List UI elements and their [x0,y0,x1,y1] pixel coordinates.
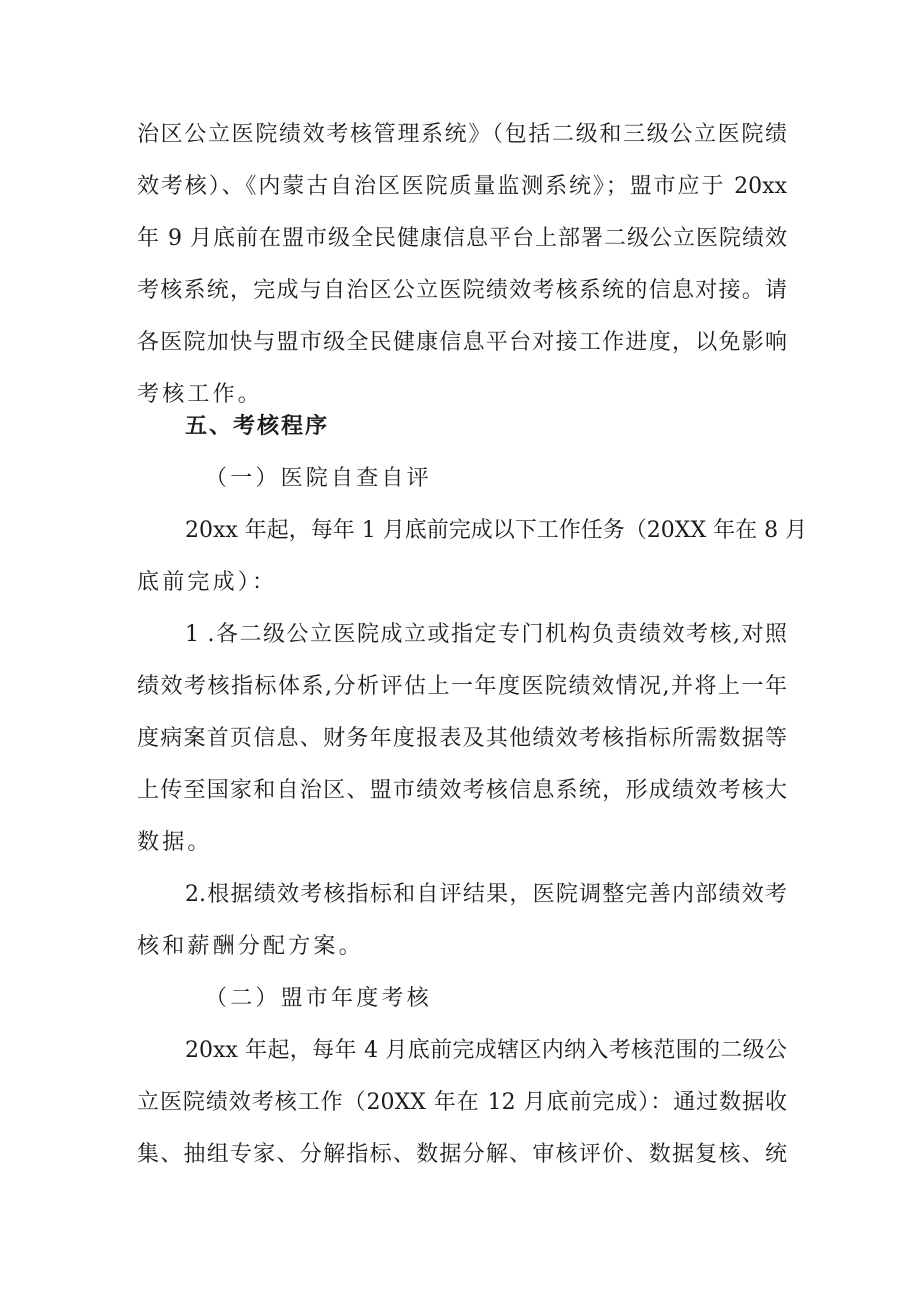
paragraph-line: 核和薪酬分配方案。 [137,934,364,959]
subsection-heading: （一）医院自查自评 [205,466,432,491]
subsection-heading: （二）盟市年度考核 [205,986,432,1011]
section-heading: 五、考核程序 [185,414,330,439]
paragraph-line: 数据。 [137,830,213,855]
paragraph-line: 治区公立医院绩效考核管理系统》（包括二级和三级公立医院绩 [137,122,787,147]
paragraph-line: 1 .各二级公立医院成立或指定专门机构负责绩效考核,对照 [185,622,787,647]
paragraph-line: 效考核）、《内蒙古自治区医院质量监测系统》；盟市应于 20xx [137,174,787,199]
paragraph-line: 底前完成）： [137,570,278,595]
paragraph-line: 年 9 月底前在盟市级全民健康信息平台上部署二级公立医院绩效 [137,226,787,251]
paragraph-line: 度病案首页信息、财务年度报表及其他绩效考核指标所需数据等 [137,726,787,751]
paragraph-line: 各医院加快与盟市级全民健康信息平台对接工作进度，以免影响 [137,330,787,355]
paragraph-line: 20xx 年起，每年 1 月底前完成以下工作任务（20XX 年在 8 月 [185,518,808,543]
paragraph-line: 20xx 年起，每年 4 月底前完成辖区内纳入考核范围的二级公 [185,1038,787,1063]
paragraph-line: 上传至国家和自治区、盟市绩效考核信息系统，形成绩效考核大 [137,778,787,803]
paragraph-line: 2.根据绩效考核指标和自评结果，医院调整完善内部绩效考 [185,882,787,907]
paragraph-line: 立医院绩效考核工作（20XX 年在 12 月底前完成）：通过数据收 [137,1090,787,1115]
paragraph-line: 集、抽组专家、分解指标、数据分解、审核评价、数据复核、统 [137,1142,787,1167]
paragraph-line: 绩效考核指标体系,分析评估上一年度医院绩效情况,并将上一年 [137,674,787,699]
paragraph-line: 考核系统，完成与自治区公立医院绩效考核系统的信息对接。请 [137,278,787,303]
paragraph-line: 考核工作。 [137,382,264,407]
